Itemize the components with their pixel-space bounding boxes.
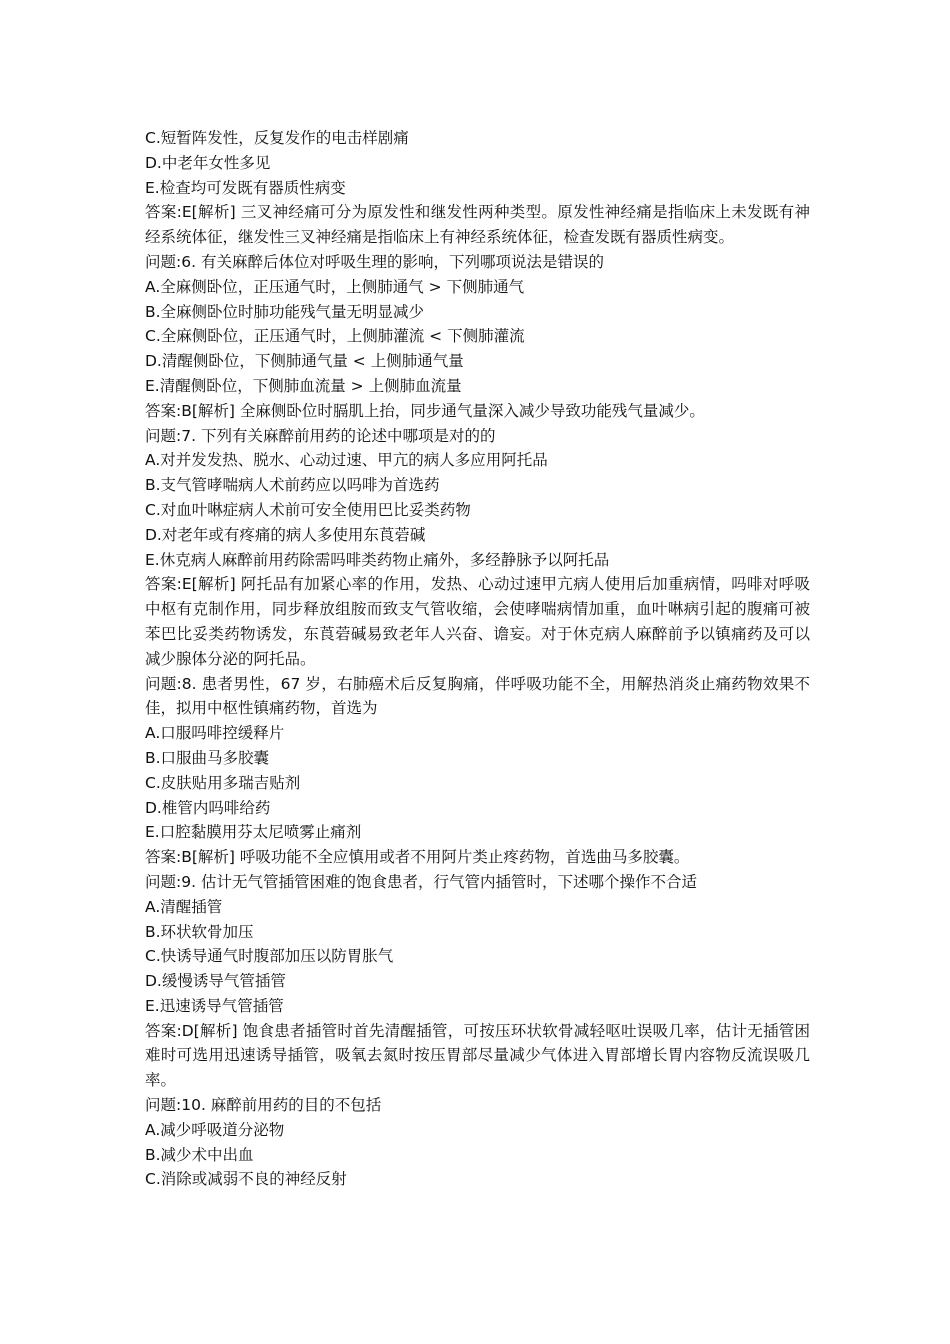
option-line: B.环状软骨加压 (145, 922, 254, 941)
option-line: A.减少呼吸道分泌物 (145, 1120, 285, 1139)
option-line: C.快诱导通气时腹部加压以防胃胀气 (145, 947, 394, 966)
question-line: 问题:9. 估计无气管插管困难的饱食患者，行气管内插管时，下述哪个操作不合适 (145, 872, 697, 891)
option-line: A.对并发发热、脱水、心动过速、甲亢的病人多应用阿托品 (145, 451, 548, 470)
answer-paragraph: 答案:B[解析] 全麻侧卧位时膈肌上抬，同步通气量深入减少导致功能残气量减少。 (145, 401, 705, 420)
answer-paragraph: 答案:E[解析] 阿托品有加紧心率的作用，发热、心动过速甲亢病人使用后加重病情，吗啡对呼吸中枢有克制作用，同步释放组胺而致支气管收缩，会使哮喘病情加重，血叶啉病引起的腹痛可被苯巴比妥类药物诱发，东莨菪碱易致老年人兴奋、谵妄。对于休克病人麻醉前予以镇痛药及可以减少腺体分泌的阿托品。 (145, 575, 810, 668)
option-line: C.消除或减弱不良的神经反射 (145, 1170, 347, 1189)
answer-paragraph: 答案:B[解析] 呼吸功能不全应慎用或者不用阿片类止疼药物，首选曲马多胶囊。 (145, 848, 690, 867)
answer-paragraph: 答案:D[解析] 饱食患者插管时首先清醒插管，可按压环状软骨减轻呕吐误吸几率，估计无插管困难时可选用迅速诱导插管，吸氧去氮时按压胃部尽量减少气体进入胃部增长胃内容物反流误吸几率。 (145, 1021, 810, 1090)
option-line: D.椎管内吗啡给药 (145, 798, 271, 817)
option-line: D.对老年或有疼痛的病人多使用东莨菪碱 (145, 525, 426, 544)
answer-paragraph: 答案:E[解析] 三叉神经痛可分为原发性和继发性两种类型。原发性神经痛是指临床上未发既有神经系统体征，继发性三叉神经痛是指临床上有神经系统体征，检查发既有器质性病变。 (145, 203, 810, 247)
question-line: 问题:7. 下列有关麻醉前用药的论述中哪项是对的的 (145, 426, 496, 445)
option-line: C.皮肤贴用多瑞吉贴剂 (145, 773, 301, 792)
option-line: B.全麻侧卧位时肺功能残气量无明显减少 (145, 302, 425, 321)
option-line: D.清醒侧卧位，下侧肺通气量 < 上侧肺通气量 (145, 352, 464, 371)
option-line: C.短暂阵发性，反复发作的电击样剧痛 (145, 129, 409, 147)
option-line: B.支气管哮喘病人术前药应以吗啡为首选药 (145, 476, 440, 495)
option-line: D.缓慢诱导气管插管 (145, 972, 286, 991)
document-page (145, 126, 810, 1192)
option-line: B.减少术中出血 (145, 1145, 254, 1164)
option-line: A.全麻侧卧位，正压通气时，上侧肺通气 > 下侧肺通气 (145, 277, 525, 296)
option-line: A.口服吗啡控缓释片 (145, 724, 285, 743)
option-line: E.清醒侧卧位，下侧肺血流量 > 上侧肺血流量 (145, 376, 462, 395)
option-line: B.口服曲马多胶囊 (145, 748, 270, 767)
option-line: C.全麻侧卧位，正压通气时，上侧肺灌流 < 下侧肺灌流 (145, 327, 525, 346)
option-line: C.对血叶啉症病人术前可安全使用巴比妥类药物 (145, 500, 471, 519)
option-line: A.清醒插管 (145, 897, 223, 916)
question-line: 问题:10. 麻醉前用药的目的不包括 (145, 1096, 382, 1115)
question-paragraph: 问题:8. 患者男性，67 岁，右肺癌术后反复胸痛，伴呼吸功能不全，用解热消炎止痛药物效果不佳，拟用中枢性镇痛药物，首选为 (145, 674, 810, 718)
option-line: E.口腔黏膜用芬太尼喷雾止痛剂 (145, 823, 362, 842)
option-line: D.中老年女性多见 (145, 153, 271, 172)
option-line: E.检查均可发既有器质性病变 (145, 178, 346, 197)
option-line: E.迅速诱导气管插管 (145, 996, 284, 1015)
question-line: 问题:6. 有关麻醉后体位对呼吸生理的影响，下列哪项说法是错误的 (145, 252, 604, 271)
option-line: E.休克病人麻醉前用药除需吗啡类药物止痛外，多经静脉予以阿托品 (145, 550, 610, 569)
